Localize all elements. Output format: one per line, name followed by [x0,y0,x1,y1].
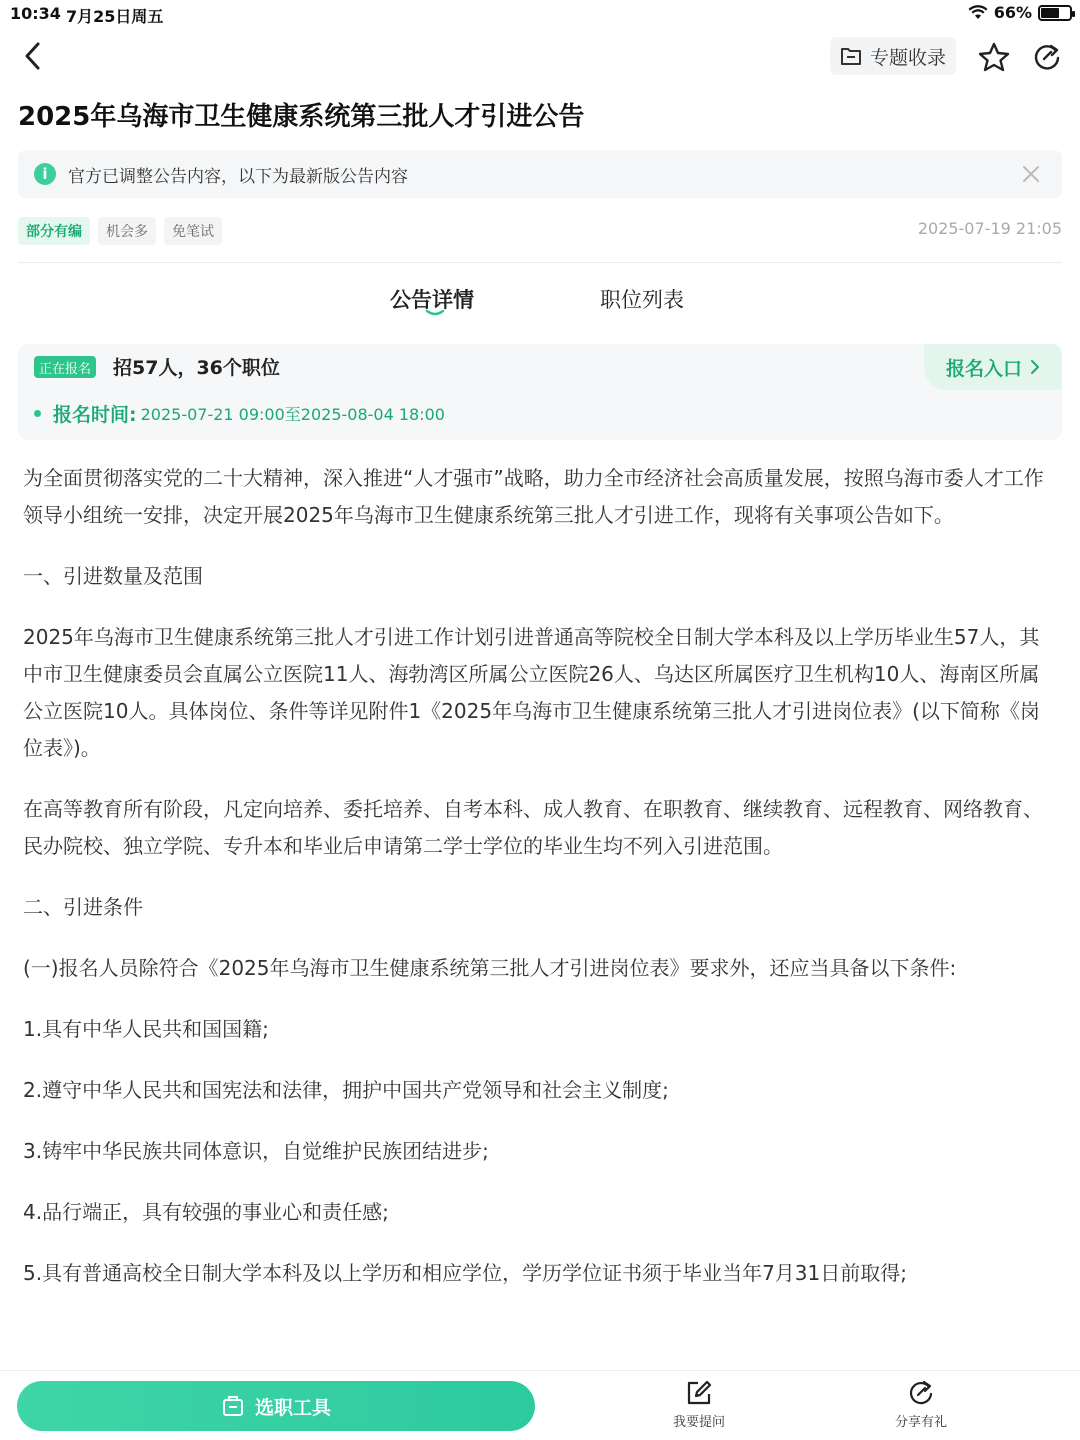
article-paragraph: 2025年乌海市卫生健康系统第三批人才引进工作计划引进普通高等院校全日制大学本科及以上学历毕业生57人，其中市卫生健康委员会直属公立医院11人、海勃湾区所属公立医院26人、乌达区所属医疗卫生机构10人、海南区所属公立医院10人。具体岗位、条件等详见附件1《2025年乌海市卫生健康系统第三批人才引进岗位表》(以下简称《岗位表》)。 [23,625,1040,760]
wifi-icon [968,5,988,21]
folder-icon [840,46,862,66]
star-icon [978,42,1010,72]
nav-bar [0,28,1080,84]
article-paragraph: 在高等教育所有阶段，凡定向培养、委托培养、自考本科、成人教育、在职教育、继续教育、远程教育、网络教育、民办院校、独立学院、专升本和毕业后申请第二学士学位的毕业生均不列入引进范围。 [23,797,1043,858]
page-title: 2025年乌海市卫生健康系统第三批人才引进公告 [18,102,585,132]
share-button[interactable] [1032,42,1062,72]
article-paragraph: 3.铸牢中华民族共同体意识，自觉维护民族团结进步; [23,1139,489,1163]
article-paragraph: 4.品行端正，具有较强的事业心和责任感; [23,1200,389,1224]
tab-active-indicator [425,310,445,316]
bullet-dot [34,410,41,417]
select-tool-label: 选职工具 [254,1396,331,1419]
bottom-action-bar [0,1370,1080,1440]
article-paragraph: 2.遵守中华人民共和国宪法和法律，拥护中国共产党领导和社会主义制度; [23,1078,669,1102]
update-notice [18,150,1062,198]
tag-no-written-exam: 免笔试 [164,217,222,245]
topic-collection-button[interactable] [830,37,956,75]
close-icon [1020,163,1042,185]
article-paragraph: 二、引进条件 [23,895,143,919]
status-date: 7月25日周五 [66,7,164,26]
registration-time-value: 2025-07-21 09:00至2025-08-04 18:00 [140,405,445,424]
ask-question-label: 我要提问 [672,1415,725,1430]
tab-announcement-details[interactable]: 公告详情 [390,288,474,312]
tag-many-opportunities: 机会多 [98,217,156,245]
ask-question-button[interactable] [654,1379,744,1435]
content-tabs [0,270,1080,326]
battery-icon [1038,5,1072,21]
topic-collection-label: 专题收录 [869,46,946,69]
tag-partial-establishment: 部分有编 [18,217,90,245]
info-icon: i [34,163,56,185]
registration-status-badge: 正在报名 [34,356,96,378]
status-bar [0,0,1080,28]
toolbox-icon [221,1394,245,1418]
registration-time-label: 报名时间: [53,404,137,426]
notice-text: 官方已调整公告内容，以下为最新版公告内容 [68,166,408,187]
article-paragraph: 一、引进数量及范围 [23,564,203,588]
publish-time: 2025-07-19 21:05 [917,219,1062,238]
edit-icon [685,1379,713,1407]
tab-position-list[interactable]: 职位列表 [600,288,684,312]
share-gift-label: 分享有礼 [894,1415,947,1430]
registration-entry-button[interactable] [924,344,1062,390]
divider [18,262,1062,263]
registration-time [34,400,445,427]
article-paragraph: 5.具有普通高校全日制大学本科及以上学历和相应学位，学历学位证书须于毕业当年7月31日前取得; [23,1261,907,1285]
chevron-right-icon [1030,359,1040,375]
notice-close-button[interactable] [1020,163,1042,185]
tag-list [18,217,222,245]
battery-percent: 66% [993,3,1032,22]
status-time: 10:34 [10,4,61,23]
share-gift-icon [907,1379,935,1407]
back-button[interactable] [20,40,48,72]
status-right [968,3,1072,22]
registration-entry-label: 报名入口 [945,357,1022,380]
announcement-body [23,460,1059,1316]
select-position-tool-button[interactable] [17,1381,535,1431]
share-gift-button[interactable] [876,1379,966,1435]
share-icon [1032,42,1062,72]
back-icon [20,40,48,72]
article-paragraph: 1.具有中华人民共和国国籍; [23,1017,269,1041]
battery-fill [1041,8,1059,18]
recruitment-summary: 招57人，36个职位 [113,357,280,379]
article-paragraph: 为全面贯彻落实党的二十大精神，深入推进“人才强市”战略，助力全市经济社会高质量发展，按照乌海市委人才工作领导小组统一安排，决定开展2025年乌海市卫生健康系统第三批人才引进工作，现将有关事项公告如下。 [23,466,1044,527]
article-paragraph: (一)报名人员除符合《2025年乌海市卫生健康系统第三批人才引进岗位表》要求外，还应当具备以下条件: [23,956,957,980]
registration-card [18,344,1062,440]
favorite-button[interactable] [978,42,1010,72]
